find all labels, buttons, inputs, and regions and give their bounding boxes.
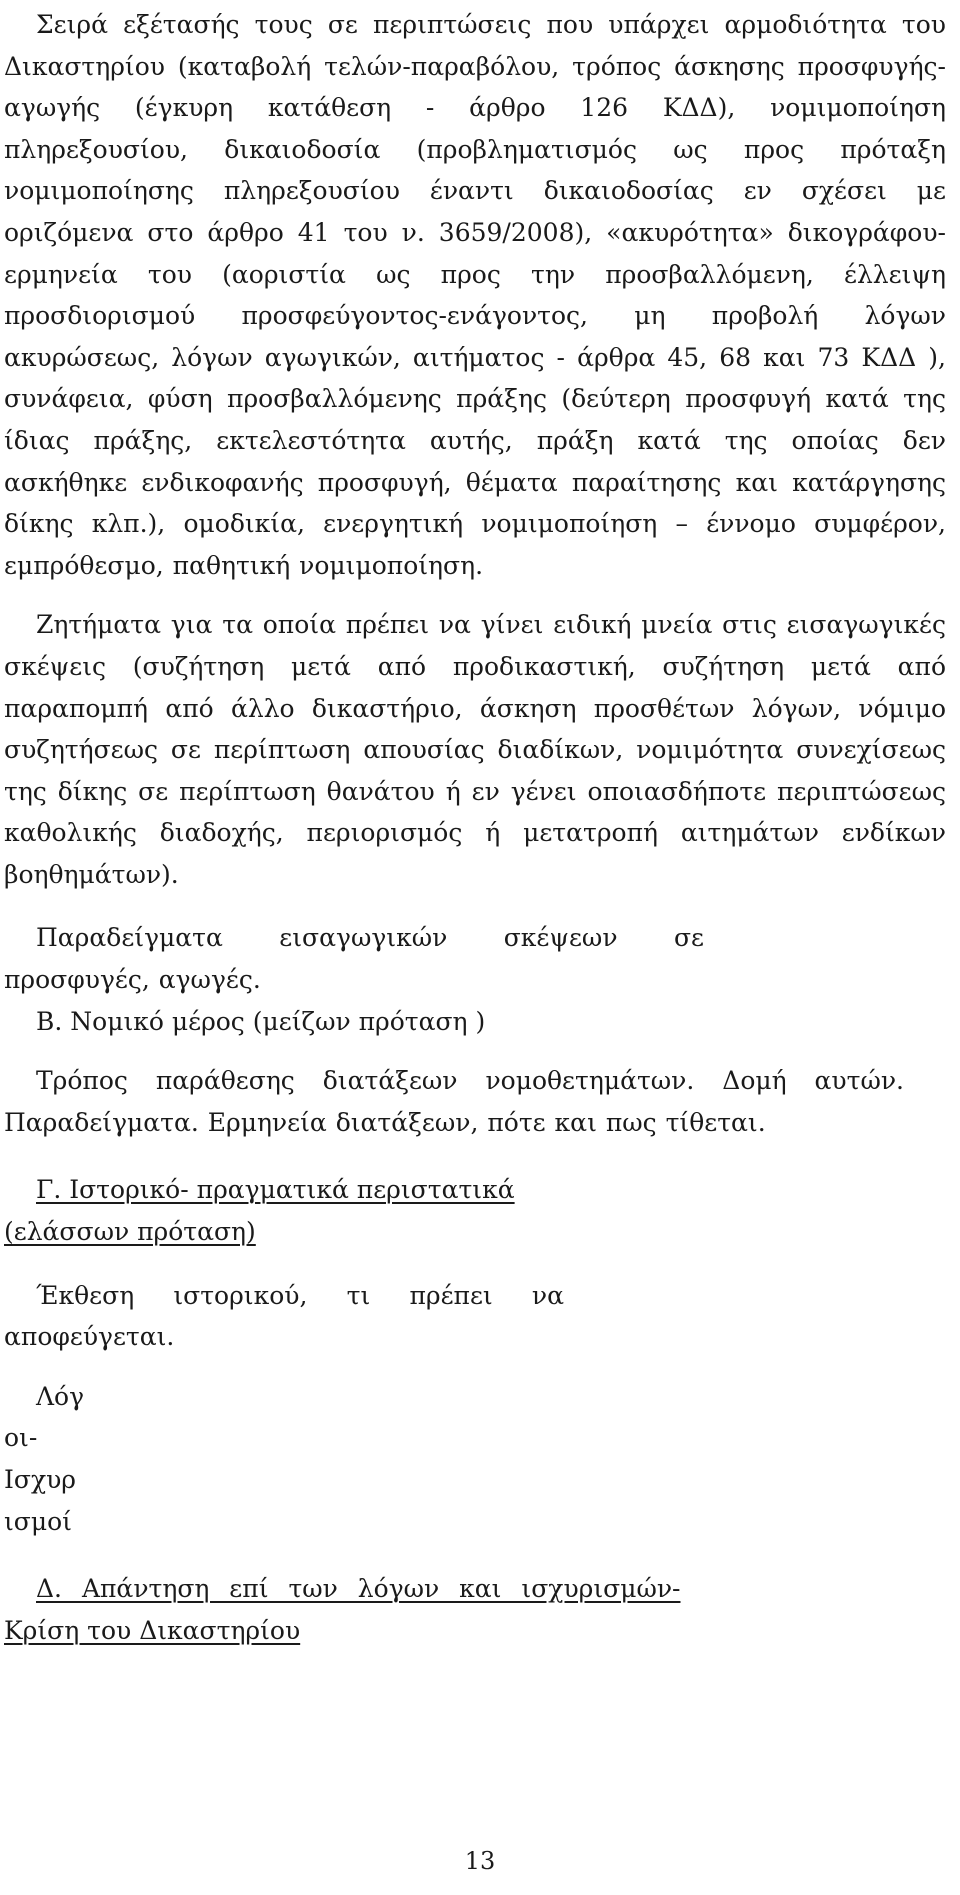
heading-court-judgment-line2: Κρίση του Δικαστηρίου: [4, 1615, 301, 1645]
narrow-line-2: οι-: [4, 1423, 38, 1453]
heading-legal-part: Β. Νομικό μέρος (μείζων πρόταση ): [36, 1006, 486, 1036]
page-number: 13: [464, 1847, 496, 1875]
narrow-line-3: Ισχυρ: [4, 1465, 76, 1494]
narrow-line-4: ισμοί: [4, 1506, 72, 1536]
heading-factual-background: [4, 1169, 946, 1252]
heading-factual-background-line2: (ελάσσων πρόταση): [4, 1217, 256, 1247]
paragraph-history-exposition: Έκθεση ιστορικού, τι πρέπει να αποφεύγεται.: [4, 1280, 564, 1352]
paragraph-introductory-issues: Ζητήματα για τα οποία πρέπει να γίνει ειδική μνεία στις εισαγωγικές σκέψεις (συζήτηση μετά από προδικαστική, συζήτηση μετά από παραπομπή από άλλο δικαστήριο, άσκηση προσθέτων λόγων, νόμιμο συζητήσεως σε περίπτωση απουσίας διαδίκων, νομιμότητα συνεχίσεως της δίκης σε περίπτωση θανάτου ή εν γένει οποιασδήποτε περιπτώσεως καθολικής διαδοχής, περιορισμός ή μετατροπή αιτημάτων ενδίκων βοηθημάτων).: [4, 610, 946, 889]
heading-factual-background-line1: Γ. Ιστορικό- πραγματικά περιστατικά: [36, 1175, 515, 1205]
paragraph-legal-provisions: Τρόπος παράθεσης διατάξεων νομοθετημάτων. Δομή αυτών. Παραδείγματα. Ερμηνεία διατάξεων, πότε και πως τίθεται.: [4, 1066, 904, 1137]
narrow-line-1: Λόγ: [36, 1381, 85, 1411]
heading-court-judgment-line1: Δ. Απάντηση επί των λόγων και ισχυρισμών-: [36, 1574, 681, 1604]
paragraph-examples: Παραδείγματα εισαγωγικών σκέψεων σε προσφυγές, αγωγές.: [4, 923, 704, 995]
narrow-block-grounds: [4, 1376, 946, 1542]
heading-court-judgment: [4, 1568, 946, 1651]
paragraph-admissibility-order: Σειρά εξέτασής τους σε περιπτώσεις που υπάρχει αρμοδιότητα του Δικαστηρίου (καταβολή τελών-παραβόλου, τρόπος άσκησης προσφυγής- αγωγής (έγκυρη κατάθεση - άρθρο 126 ΚΔΔ), νομιμοποίηση πληρεξουσίου, δικαιοδοσία (προβληματισμός ως προς πρόταξη νομιμοποίησης πληρεξουσίου έναντι δικαιοδοσίας εν σχέσει με οριζόμενα στο άρθρο 41 του ν. 3659/2008), «ακυρότητα» δικογράφου-ερμηνεία του (αοριστία ως προς την προσβαλλόμενη, έλλειψη προσδιορισμού προσφεύγοντος-ενάγοντος, μη προβολή λόγων ακυρώσεως, λόγων αγωγικών, αιτήματος - άρθρα 45, 68 και 73 ΚΔΔ ), συνάφεια, φύση προσβαλλόμενης πράξης (δεύτερη προσφυγή κατά της ίδιας πράξης, εκτελεστότητα αυτής, πράξη κατά της οποίας δεν ασκήθηκε ενδικοφανής προσφυγή, θέματα παραίτησης και κατάργησης δίκης κλπ.), ομοδικία, ενεργητική νομιμοποίηση – έννομο συμφέρον, εμπρόθεσμο, παθητική νομιμοποίηση.: [4, 10, 946, 580]
text-column: [4, 4, 946, 1651]
